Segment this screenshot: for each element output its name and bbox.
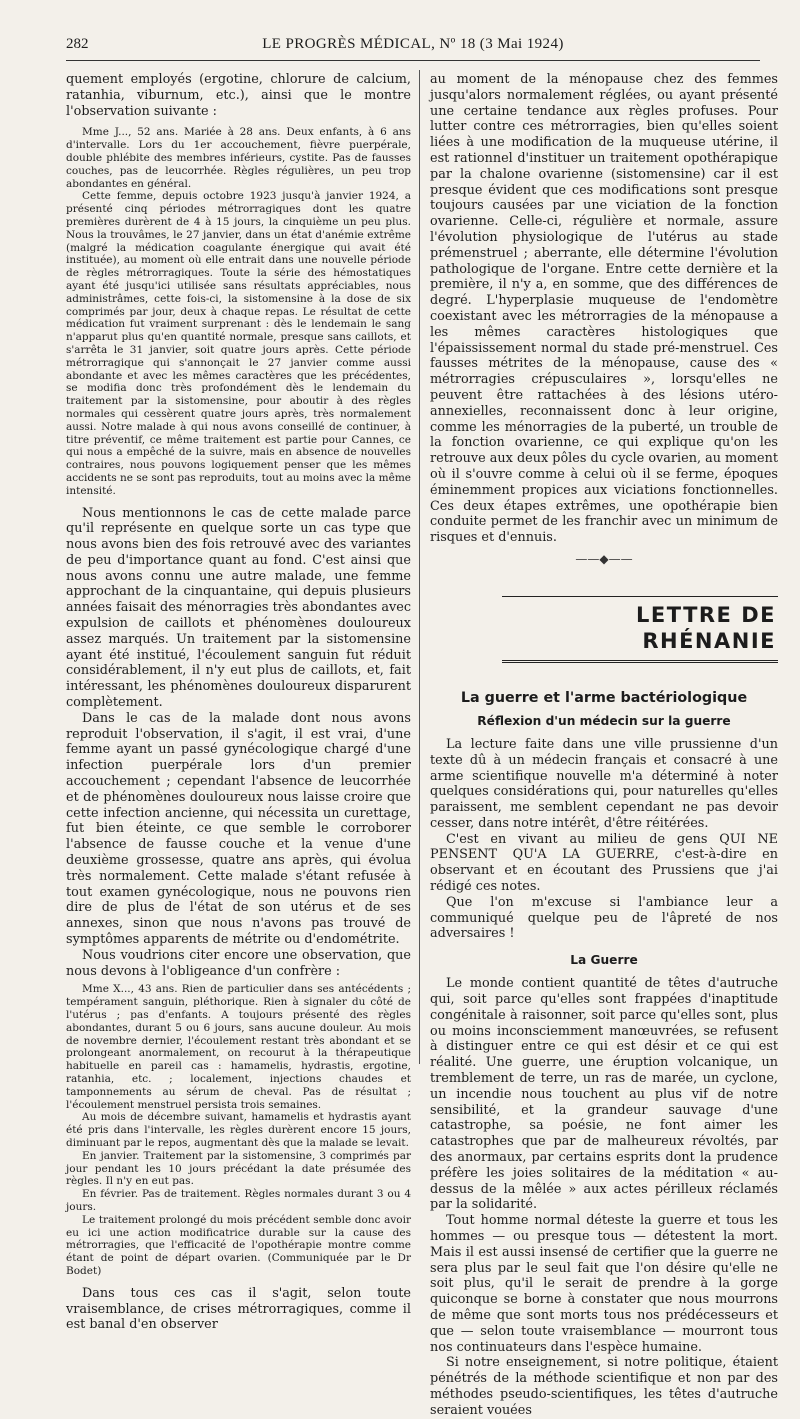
paragraph-vivant: C'est en vivant au milieu de gens QUI NE PENSENT QU'A LA GUERRE, c'est-à-dire en observant et en écoutant des Prussiens que j'ai rédigé ces notes. <box>430 831 778 895</box>
observation-2-p5: Le traitement prolongé du mois précédent semble donc avoir eu ici une action modificatrice durable sur la cause des métrorragies, que l'efficacité de l'opothérapie montre comme étant de point de départ ovarien. (Communiquée par le Dr Bodet) <box>66 1213 411 1277</box>
paragraph-homme: Tout homme normal déteste la guerre et tous les hommes — ou presque tous — détestent la mort. Mais il est aussi insensé de certifier que la guerre ne sera plus par le seul fait que l'on désire qu'elle ne soit plus, qu'il le serait de prendre à la gorge quiconque se borne à constater que nous mourrons de même que sont morts tous nos prédécesseurs et que — selon toute vraisemblance — mourront tous nos continuateurs dans l'espèce humaine. <box>430 1213 778 1355</box>
paragraph-excuse: Que l'on m'excuse si l'ambiance leur a communiqué quelque peu de l'âpreté de nos adversaires ! <box>430 894 778 942</box>
subheading-la-guerre: La Guerre <box>570 953 638 968</box>
ornament-separator: ——◆—— <box>575 551 633 566</box>
observation-1-p2: Cette femme, depuis octobre 1923 jusqu'à janvier 1924, a présenté cinq périodes métrorragiques dont les quatre premières durèrent de 4 à 15 jours, la cinquième un peu plus. Nous la trouvâmes, le 27 janvier, dans un état d'anémie extrême (malgré la médication coagulante énergique qui avait été instituée), au moment où elle entrait dans une nouvelle période de règles métrorragiques. Toute la série des hémostatiques ayant été jusqu'ici utilisée sans résultats appréciables, nous administrâmes, cette fois-ci, la sistomensine à la dose de six comprimés par jour, deux à chaque repas. Le résultat de cette médication fut vraiment surprenant : dès le lendemain le sang n'apparut plus qu'en quantité normale, presque sans caillots, et s'arrêta le 31 janvier, soit quatre jours après. Cette période métrorragique qui s'annonçait le 27 janvier comme aussi abondante et avec les mêmes caractères que les précédentes, se modifia donc très profondément dès le lendemain du traitement par la sistomensine, pour aboutir à des règles normales qui cessèrent quatre jours après, très normalement aussi. Notre malade à qui nous avons conseillé de continuer, à titre préventif, ce même traitement est partie pour Cannes, ce qui nous a empêché de la suivre, mais en absence de nouvelles contraires, nous pouvons logiquement penser que les mêmes accidents ne se sont pas reproduits, tout au moins avec la même intensité. <box>66 190 411 497</box>
paragraph-dans-tous: Dans tous ces cas il s'agit, selon toute vraisemblance, de crises métrorragiques, comme il est banal d'en observer <box>66 1285 411 1333</box>
section-title: LETTRE DE RHÉNANIE <box>502 602 778 663</box>
paragraph-intro: quement employés (ergotine, chlorure de calcium, ratanhia, viburnum, etc.), ainsi que le montre l'observation suivante : <box>66 72 411 119</box>
page-number: 282 <box>66 36 89 52</box>
running-header <box>66 36 760 56</box>
paragraph-monde: Le monde contient quantité de têtes d'autruche qui, soit parce qu'elles sont frappées d'inaptitude congénitale à raisonner, soit parce qu'elles sont, plus ou moins inconsciemment manœuvrées, se refusent à distinguer entre ce qui est désir et ce qui est réalité. Une guerre, une éruption volcanique, un tremblement de terre, un ras de marée, un cyclone, un incendie nous touchent au plus vif de notre sensibilité, et la grandeur sauvage d'une catastrophe, sa poésie, ne font aimer les catastrophes que par de malheureux révoltés, par des anormaux, par certains esprits dont la prudence préfère les joies solitaires de la méditation « au-dessus de la mêlée » aux actes périlleux réclamés par la solidarité. <box>430 976 778 1213</box>
observation-2-p3: En janvier. Traitement par la sistomensine, 3 comprimés par jour pendant les 10 jours précédant la date présumée des règles. Il n'y en eut pas. <box>66 1149 411 1188</box>
article-subtitle: Réflexion d'un médecin sur la guerre <box>477 713 731 728</box>
observation-2-p4: En février. Pas de traitement. Règles normales durant 3 ou 4 jours. <box>66 1188 411 1213</box>
header-rule <box>66 60 760 61</box>
paragraph-si: Si notre enseignement, si notre politique, étaient pénétrés de la méthode scientifique et non par des méthodes pseudo-scientifiques, les têtes d'autruche seraient vouées <box>430 1355 778 1418</box>
paragraph-mention: Nous mentionnons le cas de cette malade parce qu'il représente en quelque sorte un cas type que nous avons bien des fois retrouvé avec des variantes de peu d'importance quant au fond. C'est ainsi que nous avons connu une autre malade, une femme approchant de la cinquantaine, qui depuis plusieurs années faisait des ménorragies très abondantes avec expulsion de caillots et phénomènes douloureux assez marqués. Un traitement par la sistomensine ayant été institué, l'écoulement sanguin fut réduit considérablement, il n'y eut plus de caillots, et, fait intéressant, les phénomènes douloureux disparurent complètement. <box>66 505 411 711</box>
observation-1 <box>66 126 411 497</box>
paragraph-continuation: au moment de la ménopause chez des femmes jusqu'alors normalement réglées, ou ayant présenté une certaine tendance aux règles profuses. Pour lutter contre ces métrorragies, bien qu'elles soient liées à une modification de la muqueuse utérine, il est rationnel d'instituer un traitement opothérapique par la chalone ovarienne (sistomensine) car il est presque évident que ces modifications sont presque toujours causées par une viciation de la fonction ovarienne. Celle-ci, régulière et normale, assure l'évolution physiologique de l'utérus au stade prémenstruel ; aberrante, elle détermine l'évolution pathologique de l'organe. Entre cette dernière et la première, il n'y a, en somme, que des différences de degré. L'hyperplasie muqueuse de l'endomètre coexistant avec les métrorragies de la ménopause a les mêmes caractères histologiques que l'épaississement normal du stade pré-menstruel. Ces fausses métrites de la ménopause, cause des « métrorragies crépusculaires », lorsqu'elles ne peuvent être rattachées à des lésions utéro-annexielles, reconnaissent donc à leur origine, comme les ménorragies de la puberté, un trouble de la fonction ovarienne, ce qui explique qu'on les retrouve aux deux pôles du cycle ovarien, au moment où il s'ouvre comme à celui où il se ferme, époques éminemment propices aux viciations fonctionnelles. Ces deux étapes extrêmes, une opothérapie bien conduite permet de les franchir avec un minimum de risques et d'ennuis. <box>430 72 778 546</box>
observation-1-p1: Mme J..., 52 ans. Mariée à 28 ans. Deux enfants, à 6 ans d'intervalle. Lors du 1er accouchement, fièvre puerpérale, double phlébite des membres inférieurs, cystite. Pas de fausses couches, pas de leucorrhée. Règles régulières, un peu trop abondantes en général. <box>66 126 411 190</box>
right-column <box>430 72 778 1418</box>
column-divider <box>419 70 420 1064</box>
paragraph-dans-le-cas: Dans le cas de la malade dont nous avons reproduit l'observation, il s'agit, il est vrai, d'une femme ayant un passé gynécologique chargé d'une infection puerpérale lors d'un premier accouchement ; cependant l'absence de leucorrhée et de phénomènes douloureux nous laisse croire que cette infection ancienne, qui nécessita un curettage, fut bien éteinte, ce que semble le corroborer l'absence de fausse couche et la venue d'une deuxième grossesse, quatre ans après, qui évolua très normalement. Cette malade s'étant refusée à tout examen gynécologique, nous ne pouvons rien dire de plus de l'état de son utérus et de ses annexes, sinon que nous n'avons pas trouvé de symptômes apparents de métrite ou d'endométrite. <box>66 710 411 948</box>
section-header-box <box>502 596 778 663</box>
observation-2-p2: Au mois de décembre suivant, hamamelis et hydrastis ayant été pris dans l'intervalle, les règles durèrent encore 15 jours, diminuant par le repos, augmentant dès que la malade se levait. <box>66 1111 411 1149</box>
article-title: La guerre et l'arme bactériologique <box>460 689 748 706</box>
paragraph-voudrions: Nous voudrions citer encore une observation, que nous devons à l'obligeance d'un confrère : <box>66 947 411 979</box>
paragraph-lecture: La lecture faite dans une ville prussienne d'un texte dû à un médecin français et consacré à une arme scientifique nouvelle m'a déterminé à noter quelques considérations qui, pour naturelles qu'elles paraissent, me semblent cependant ne pas devoir cesser, dans notre intérêt, d'être réitérées. <box>430 736 778 831</box>
left-column <box>66 72 411 1333</box>
observation-2-p1: Mme X..., 43 ans. Rien de particulier dans ses antécédents ; tempérament sanguin, pléthorique. Rien à signaler du côté de l'utérus ; pas d'enfants. A toujours présenté des règles abondantes, durant 5 ou 6 jours, sans aucune douleur. Au mois de novembre dernier, l'écoulement restant très abondant et se prolongeant anormalement, on recourut à la thérapeutique habituelle en pareil cas : hamamelis, hydrastis, ergotine, ratanhia, etc. ; localement, injections chaudes et tamponnements au sérum de cheval. Pas de résultat ; l'écoulement menstruel persista trois semaines. <box>66 983 411 1111</box>
observation-2 <box>66 983 411 1277</box>
running-title: LE PROGRÈS MÉDICAL, Nº 18 (3 Mai 1924) <box>262 36 564 52</box>
